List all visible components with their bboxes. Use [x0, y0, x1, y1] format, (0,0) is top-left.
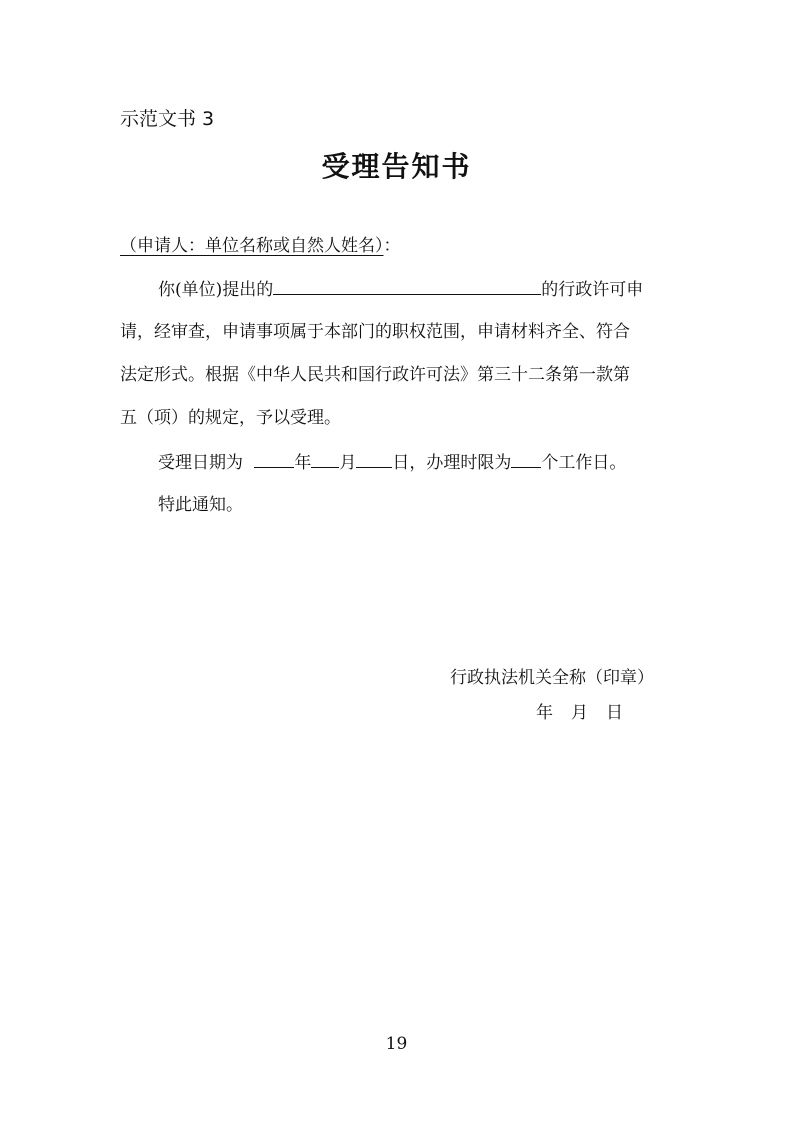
- sig-month: 月: [571, 703, 588, 723]
- sig-year: 年: [536, 703, 553, 723]
- paragraph-line-3: 法定形式。根据《中华人民共和国行政许可法》第三十二条第一款第: [120, 365, 630, 385]
- para1-suffix: 的行政许可申: [541, 280, 644, 300]
- page-number: 19: [385, 1034, 408, 1054]
- addressee-line: [120, 231, 680, 256]
- signature-date: [536, 698, 623, 723]
- day-blank: [356, 449, 392, 468]
- workdays-label: 个工作日。: [541, 453, 627, 473]
- sample-label: 示范文书 3: [120, 108, 215, 130]
- document-title: 受理告知书: [321, 150, 472, 183]
- paragraph-line-1: [158, 275, 718, 300]
- day-label: 日，办理时限为: [392, 453, 512, 473]
- paragraph-line-4: 五（项）的规定，予以受理。: [120, 408, 341, 428]
- item-blank: [273, 276, 541, 295]
- date-prefix: 受理日期为: [158, 453, 243, 473]
- sig-day: 日: [606, 703, 623, 723]
- date-line: [158, 448, 718, 473]
- month-blank: [311, 449, 339, 468]
- paragraph-line-2: 请，经审查，申请事项属于本部门的职权范围，申请材料齐全、符合: [120, 322, 630, 342]
- para1-prefix: 你(单位)提出的: [158, 280, 274, 300]
- year-label: 年: [294, 453, 312, 473]
- workdays-blank: [511, 449, 541, 468]
- authority-seal-line: 行政执法机关全称（印章）: [450, 668, 654, 688]
- year-blank: [254, 449, 294, 468]
- month-label: 月: [339, 453, 357, 473]
- closing-line: 特此通知。: [158, 495, 243, 515]
- addressee-colon: ：: [383, 236, 401, 256]
- addressee-placeholder: （申请人：单位名称或自然人姓名）: [120, 236, 384, 256]
